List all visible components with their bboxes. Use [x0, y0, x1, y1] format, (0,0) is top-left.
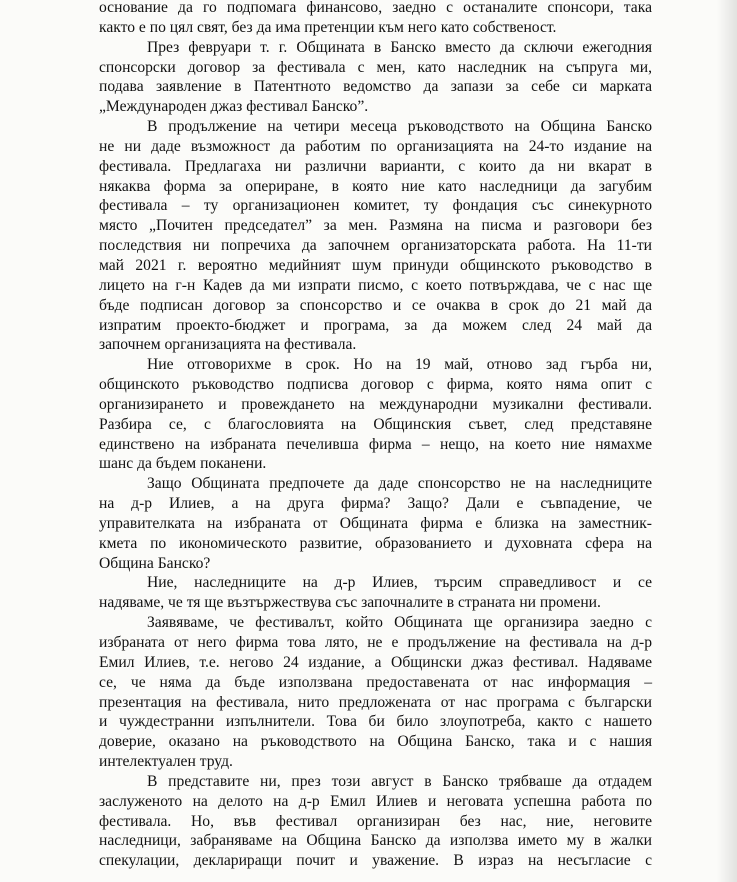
text-line: се, че няма да бъде използвана предоставената от нас информация –: [99, 673, 652, 691]
text-line: Ние отговорихме в срок. Но на 19 май, отново зад гърба ни,: [147, 356, 652, 374]
text-line: Община Банско?: [99, 554, 211, 572]
text-line: не ни даде възможност да работим по организацията на 24-то издание на: [99, 137, 652, 155]
text-line: май 2021 г. вероятно медийният шум принуди общинското ръководство в: [99, 256, 652, 274]
text-line: През февруари т. г. Общината в Банско вместо да сключи ежегодния: [147, 38, 652, 56]
text-line: интелектуален труд.: [99, 753, 233, 771]
text-line: управителката на избраната от Общината фирма е близка на заместник-: [99, 514, 652, 532]
paragraph: [99, 38, 652, 117]
text-line: шанс да бъдем поканени.: [99, 455, 267, 473]
text-line: В продължение на четири месеца ръководството на Община Банско: [147, 118, 652, 136]
paragraph: [99, 355, 652, 474]
paragraph: [99, 474, 652, 573]
text-line: както е по цял свят, без да има претенции към него като собственост.: [99, 18, 557, 36]
text-line: Разбира се, с благословията на Общинския съвет, след представяне: [99, 415, 652, 433]
text-line: последствия ни попречиха да започнем организаторската работа. На 11-ти: [99, 237, 652, 255]
text-line: фестивала. Но, във фестивал организиран без нас, ние, неговите: [99, 812, 652, 830]
text-line: спонсорски договор за фестивала с мен, като наследник на съпруга ми,: [99, 58, 652, 76]
text-line: Емил Илиев, т.е. негово 24 издание, а Общински джаз фестивал. Надяваме: [99, 653, 652, 671]
paragraph: [99, 573, 652, 613]
text-line: на д-р Илиев, а на друга фирма? Защо? Дали е съвпадение, че: [99, 495, 652, 513]
paragraph: [99, 613, 652, 772]
text-line: основание да го подпомага финансово, заедно с останалите спонсори, така: [99, 0, 652, 16]
text-line: Ние, наследниците на д-р Илиев, търсим справедливост и се: [147, 574, 652, 592]
document-body: [99, 0, 652, 871]
text-line: Заявяваме, че фестивалът, който Общината ще организира заедно с: [147, 614, 652, 632]
text-line: някаква форма за опериране, в която ние като наследници да загубим: [99, 177, 652, 195]
paragraph: [99, 117, 652, 355]
text-line: надяваме, че тя ще възтържествува със започналите в страната ни промени.: [99, 594, 601, 612]
text-line: място „Почитен председател” за мен. Размяна на писма и разговори без: [99, 217, 652, 235]
text-line: избраната от него фирма това лято, не е продължение на фестивала на д-р: [99, 634, 652, 651]
text-line: общинското ръководство подписва договор с фирма, която няма опит с: [99, 376, 652, 394]
text-line: В представите ни, през този август в Банско трябваше да отдадем: [147, 772, 652, 790]
text-line: „Международен джаз фестивал Банско”.: [99, 98, 369, 116]
text-line: фестивала. Предлагаха ни различни варианти, с които да ни вкарат в: [99, 157, 652, 175]
scan-edge-shadow: [717, 0, 737, 882]
text-line: наследници, забраняваме на Община Банско да използва името му в жалки: [99, 832, 652, 850]
text-line: спекулации, деклариращи почит и уважение. В израз на несъгласие с: [99, 852, 652, 870]
text-line: изпратим проекто-бюджет и програма, за да можем след 24 май да: [99, 316, 652, 334]
text-line: бъде подписан договор за спонсорство и се очаква в срок до 21 май да: [99, 296, 652, 314]
text-line: и чуждестранни изпълнители. Това би било злоупотреба, както с нашето: [99, 713, 652, 731]
paragraph: [99, 0, 652, 38]
text-line: започнем организацията на фестивала.: [99, 336, 357, 354]
text-line: кмета по икономическото развитие, образованието и духовната сфера на: [99, 534, 652, 552]
text-line: заслуженото на делото на д-р Емил Илиев и неговата успешна работа по: [99, 792, 652, 810]
text-line: Защо Общината предпочете да даде спонсорство не на наследниците: [147, 475, 652, 493]
text-line: подава заявление в Патентното ведомство да запази за себе си марката: [99, 78, 652, 96]
text-line: презентация на фестивала, нито предложената от нас програма с български: [99, 693, 652, 711]
text-line: доверие, оказано на ръководството на Община Банско, така и с нашия: [99, 733, 652, 751]
text-line: лицето на г-н Кадев да ми изпрати писмо, с което потвърждава, че с нас ще: [99, 276, 652, 294]
text-line: единствено на избраната печеливша фирма – нещо, на което ние нямахме: [99, 435, 652, 453]
text-line: организирането и провеждането на международни музикални фестивали.: [99, 395, 652, 413]
text-line: фестивала – ту организационен комитет, ту фондация със синекурното: [99, 197, 652, 215]
paragraph: [99, 772, 652, 871]
